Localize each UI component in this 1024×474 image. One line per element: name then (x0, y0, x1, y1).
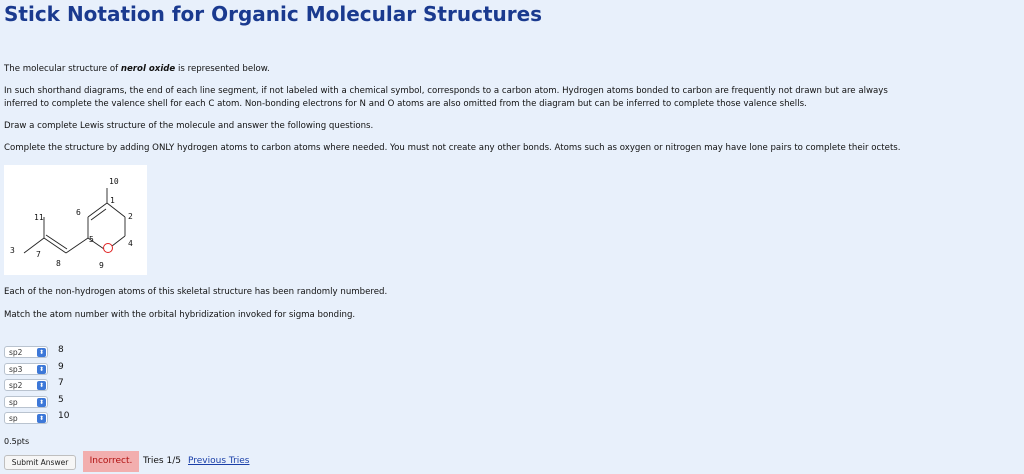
question-prompt: Match the atom number with the orbital hybridization invoked for sigma bonding. (4, 310, 356, 320)
atom-label-4: 4 (128, 239, 133, 248)
intro-paragraph (4, 63, 270, 76)
atom-label-3: 3 (10, 246, 15, 255)
molecule-diagram (4, 165, 147, 275)
explanation-paragraph (4, 85, 888, 110)
atom-label-6: 6 (76, 208, 81, 217)
select-arrow-icon: ⬍ (38, 415, 45, 422)
atom-number: 7 (58, 378, 64, 388)
atom-number: 8 (58, 345, 64, 355)
submit-answer-button[interactable]: Submit Answer (4, 455, 76, 470)
intro-text-end: is represented below. (175, 64, 270, 74)
atom-label-2: 2 (128, 212, 133, 221)
atom-label-10: 10 (109, 177, 119, 186)
intro-text: The molecular structure of (4, 64, 121, 74)
hybridization-select[interactable] (4, 379, 48, 391)
atom-number: 9 (58, 362, 64, 372)
select-value: sp2 (9, 348, 23, 357)
tries-count: Tries 1/5 (143, 456, 181, 466)
select-arrow-icon: ⬍ (38, 366, 45, 373)
previous-tries-link[interactable]: Previous Tries (188, 456, 250, 466)
atom-label-11: 11 (34, 213, 44, 222)
instruction-complete: Complete the structure by adding ONLY hydrogen atoms to carbon atoms where needed. You must not create any other bonds. Atoms such as oxygen or nitrogen may have lone pairs to complete their octets. (4, 143, 901, 153)
select-arrow-icon: ⬍ (38, 399, 45, 406)
hybridization-select[interactable] (4, 396, 48, 408)
select-value: sp (9, 414, 18, 423)
atom-number: 5 (58, 395, 64, 405)
atom-number: 10 (58, 411, 70, 421)
points-value: 0.5pts (4, 437, 30, 446)
page-title: Stick Notation for Organic Molecular Structures (4, 2, 543, 26)
select-arrow-icon: ⬍ (38, 382, 45, 389)
atom-label-1: 1 (110, 196, 115, 205)
explanation-line-1: In such shorthand diagrams, the end of each line segment, if not labeled with a chemical symbol, corresponds to a carbon atom. Hydrogen atoms bonded to carbon are frequently not drawn but are always (4, 86, 888, 96)
feedback-badge: Incorrect. (83, 451, 139, 472)
hybridization-select[interactable] (4, 346, 48, 358)
skeletal-structure (4, 165, 147, 275)
atom-label-7: 7 (36, 250, 41, 259)
select-arrow-icon: ⬍ (38, 349, 45, 356)
select-value: sp3 (9, 365, 23, 374)
hybridization-select[interactable] (4, 412, 48, 424)
select-value: sp (9, 398, 18, 407)
instruction-draw: Draw a complete Lewis structure of the molecule and answer the following questions. (4, 121, 374, 131)
atom-label-9: 9 (99, 261, 104, 270)
oxygen-atom (104, 244, 113, 253)
hybridization-select[interactable] (4, 363, 48, 375)
compound-name: nerol oxide (120, 64, 176, 74)
numbering-note: Each of the non-hydrogen atoms of this skeletal structure has been randomly numbered. (4, 287, 388, 297)
explanation-line-2: inferred to complete the valence shell for each C atom. Non-bonding electrons for N and O atoms are also omitted from the diagram but can be inferred to complete those valence shells. (4, 98, 807, 109)
atom-label-5: 5 (89, 235, 94, 244)
atom-label-8: 8 (56, 259, 61, 268)
select-value: sp2 (9, 381, 23, 390)
